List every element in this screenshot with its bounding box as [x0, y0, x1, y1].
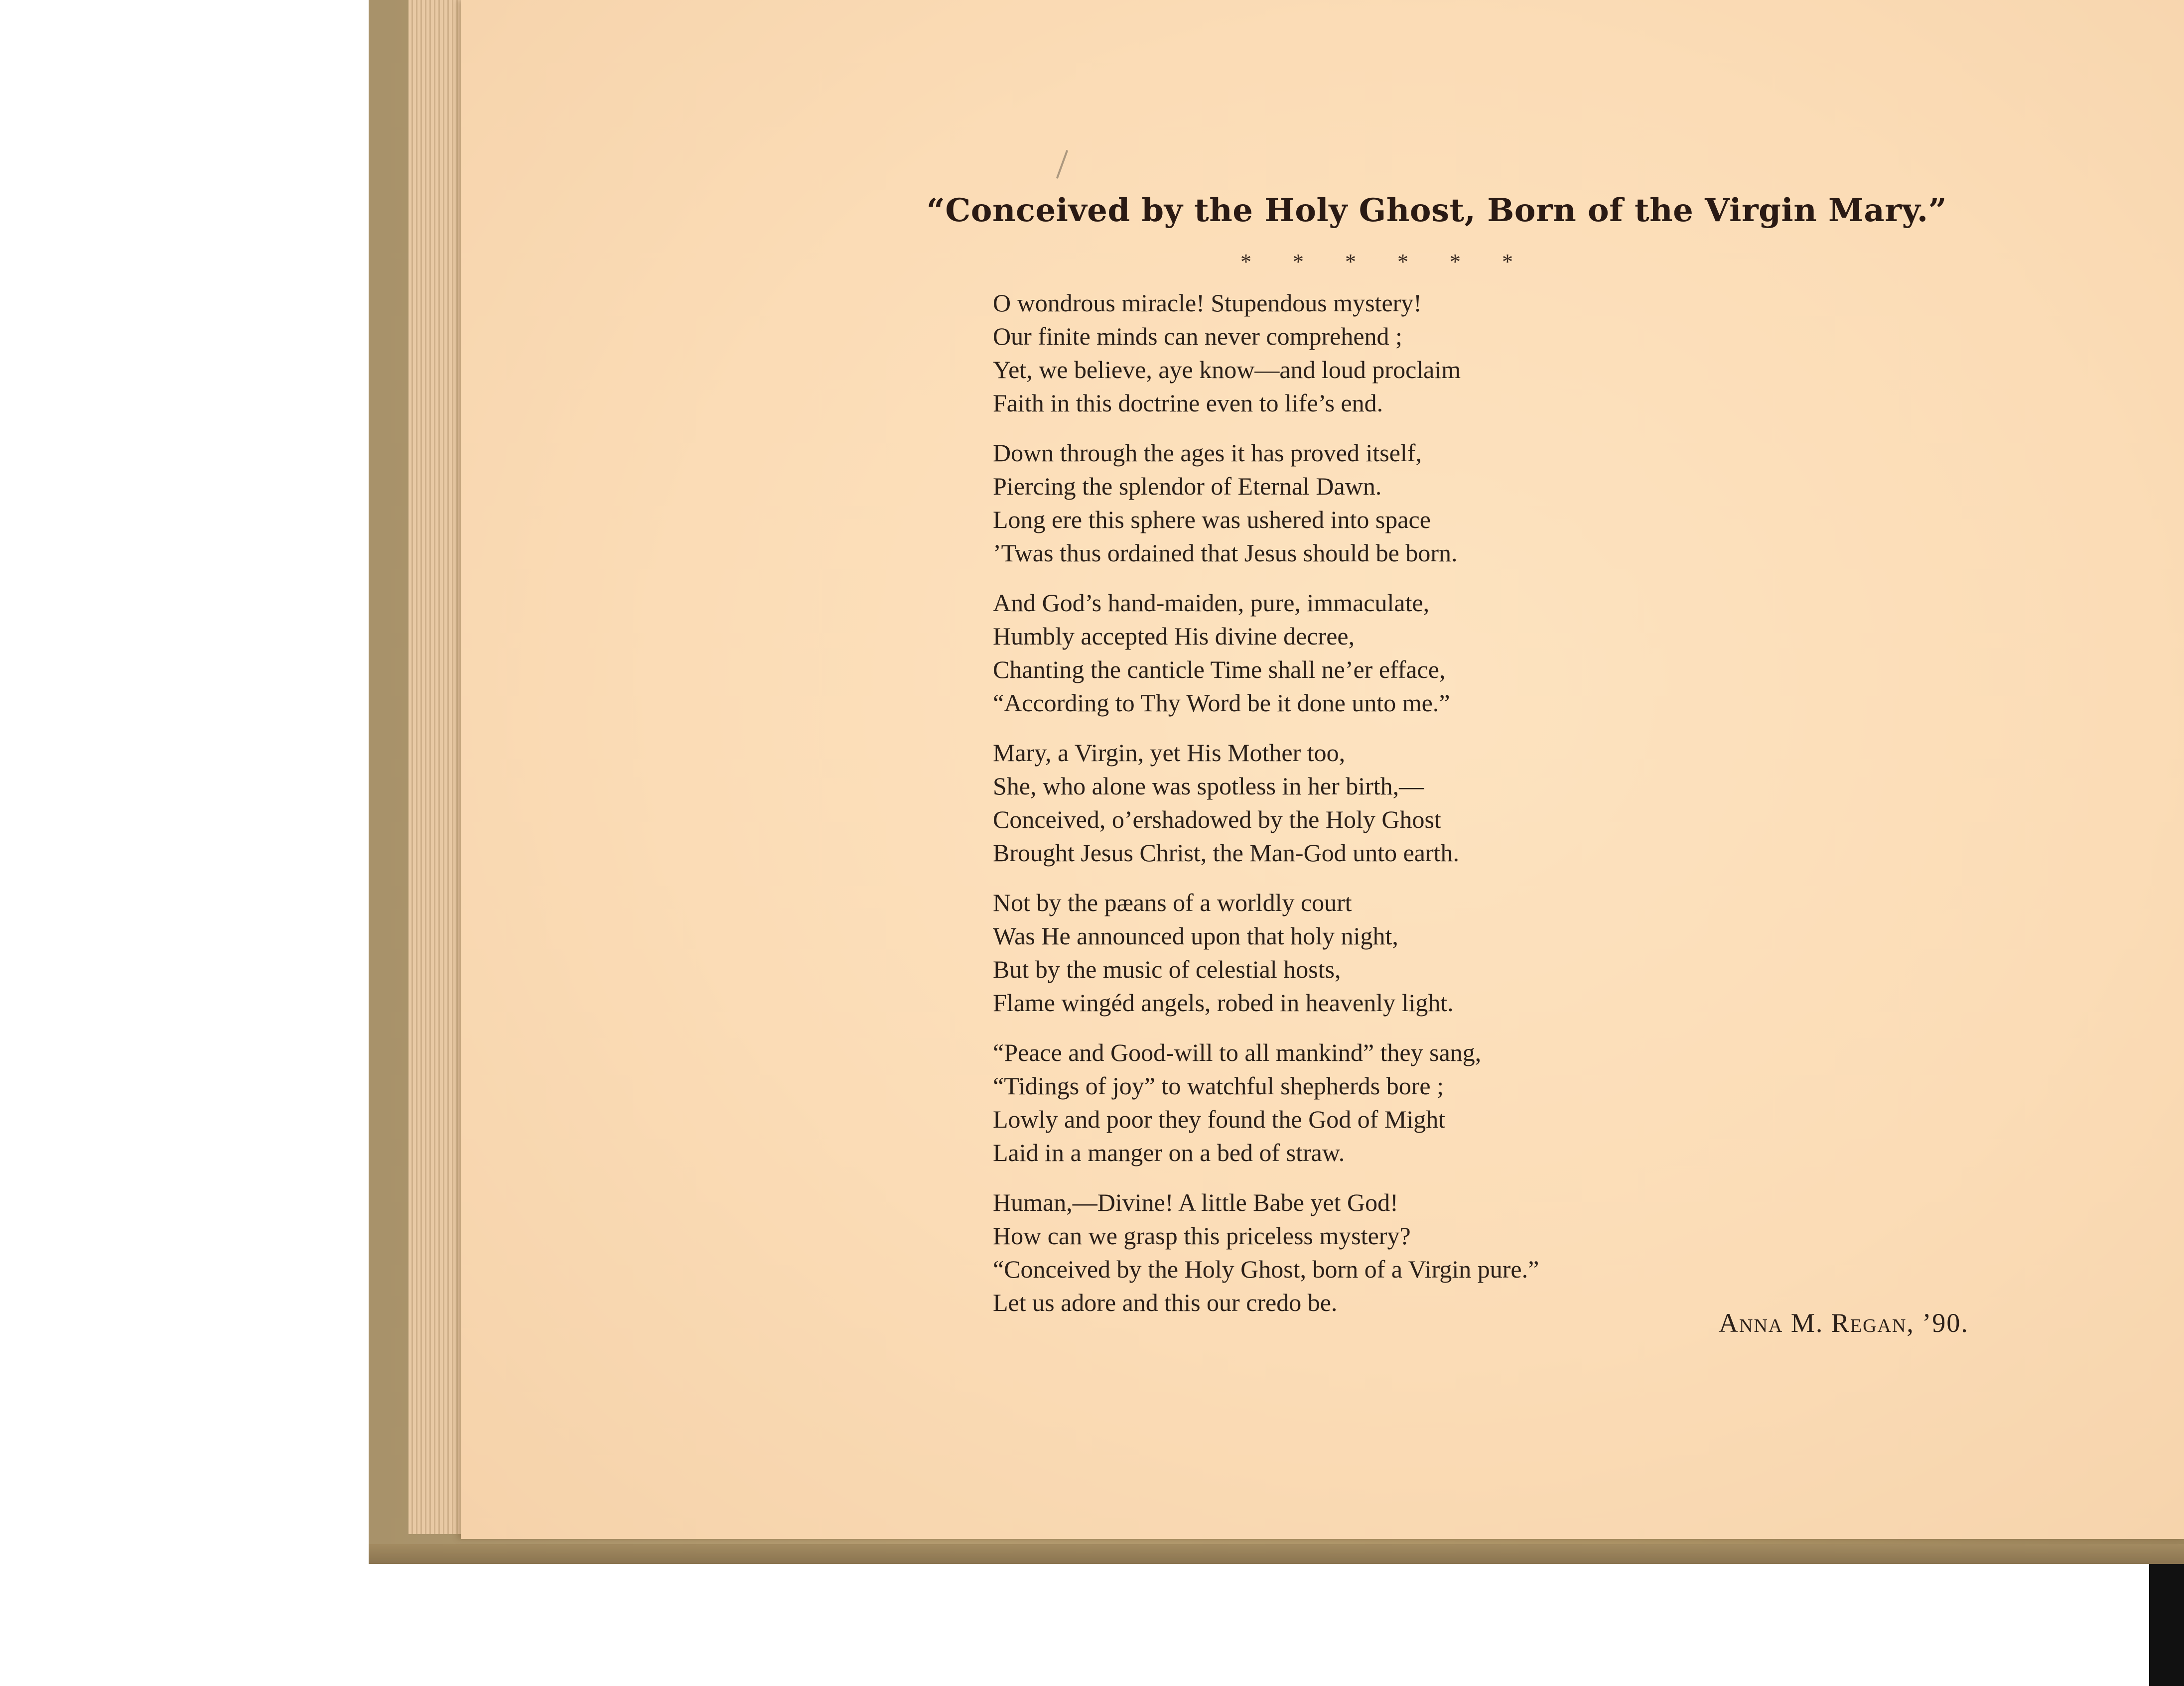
stanza: [993, 586, 1790, 720]
stanza: [993, 286, 1790, 420]
poem-line: Long ere this sphere was ushered into space: [993, 506, 1431, 533]
stanza: [993, 436, 1790, 570]
poem-body: [993, 286, 1790, 1336]
stanza: [993, 736, 1790, 870]
author-signature: Anna M. Regan, ’90.: [1719, 1308, 1969, 1338]
poem-line: Chanting the canticle Time shall ne’er efface,: [993, 655, 1446, 683]
stanza: [993, 1186, 1790, 1319]
scanner-background: [2149, 1554, 2184, 1686]
poem-line: And God’s hand-maiden, pure, immaculate,: [993, 589, 1430, 617]
poem-line: “According to Thy Word be it done unto me.”: [993, 689, 1450, 717]
stanza: [993, 886, 1790, 1020]
poem-line: “Tidings of joy” to watchful shepherds bore ;: [993, 1072, 1444, 1100]
poem-line: Lowly and poor they found the God of Might: [993, 1105, 1446, 1133]
poem-line: But by the music of celestial hosts,: [993, 955, 1341, 983]
poem-line: Let us adore and this our credo be.: [993, 1289, 1338, 1316]
poem-line: Humbly accepted His divine decree,: [993, 622, 1355, 650]
poem-line: Flame wingéd angels, robed in heavenly light.: [993, 989, 1454, 1017]
poem-line: Mary, a Virgin, yet His Mother too,: [993, 739, 1346, 767]
poem-line: How can we grasp this priceless mystery?: [993, 1222, 1411, 1250]
poem-line: Yet, we believe, aye know—and loud proclaim: [993, 356, 1461, 384]
poem-line: Faith in this doctrine even to life’s end.: [993, 389, 1383, 417]
page-edges: [409, 0, 468, 1534]
poem-title: “Conceived by the Holy Ghost, Born of the Virgin Mary.”: [927, 192, 1947, 229]
poem-line: “Conceived by the Holy Ghost, born of a Virgin pure.”: [993, 1255, 1539, 1283]
poem-line: Was He announced upon that holy night,: [993, 922, 1398, 950]
poem-line: Our finite minds can never comprehend ;: [993, 322, 1402, 350]
poem-line: Conceived, o’ershadowed by the Holy Ghost: [993, 805, 1441, 833]
poem-line: “Peace and Good-will to all mankind” they sang,: [993, 1038, 1482, 1066]
stanza: [993, 1036, 1790, 1169]
poem-line: O wondrous miracle! Stupendous mystery!: [993, 289, 1422, 317]
asterism-ornament: * * * * * *: [1240, 250, 1531, 274]
poem-line: She, who alone was spotless in her birth,—: [993, 772, 1424, 800]
poem-line: Laid in a manger on a bed of straw.: [993, 1139, 1345, 1167]
poem-line: Down through the ages it has proved itself,: [993, 439, 1422, 467]
poem-line: Human,—Divine! A little Babe yet God!: [993, 1188, 1398, 1216]
poem-line: Piercing the splendor of Eternal Dawn.: [993, 472, 1382, 500]
poem-line: ’Twas thus ordained that Jesus should be born.: [993, 539, 1458, 567]
poem-line: Brought Jesus Christ, the Man-God unto earth.: [993, 839, 1460, 867]
poem-line: Not by the pæans of a worldly court: [993, 889, 1352, 916]
